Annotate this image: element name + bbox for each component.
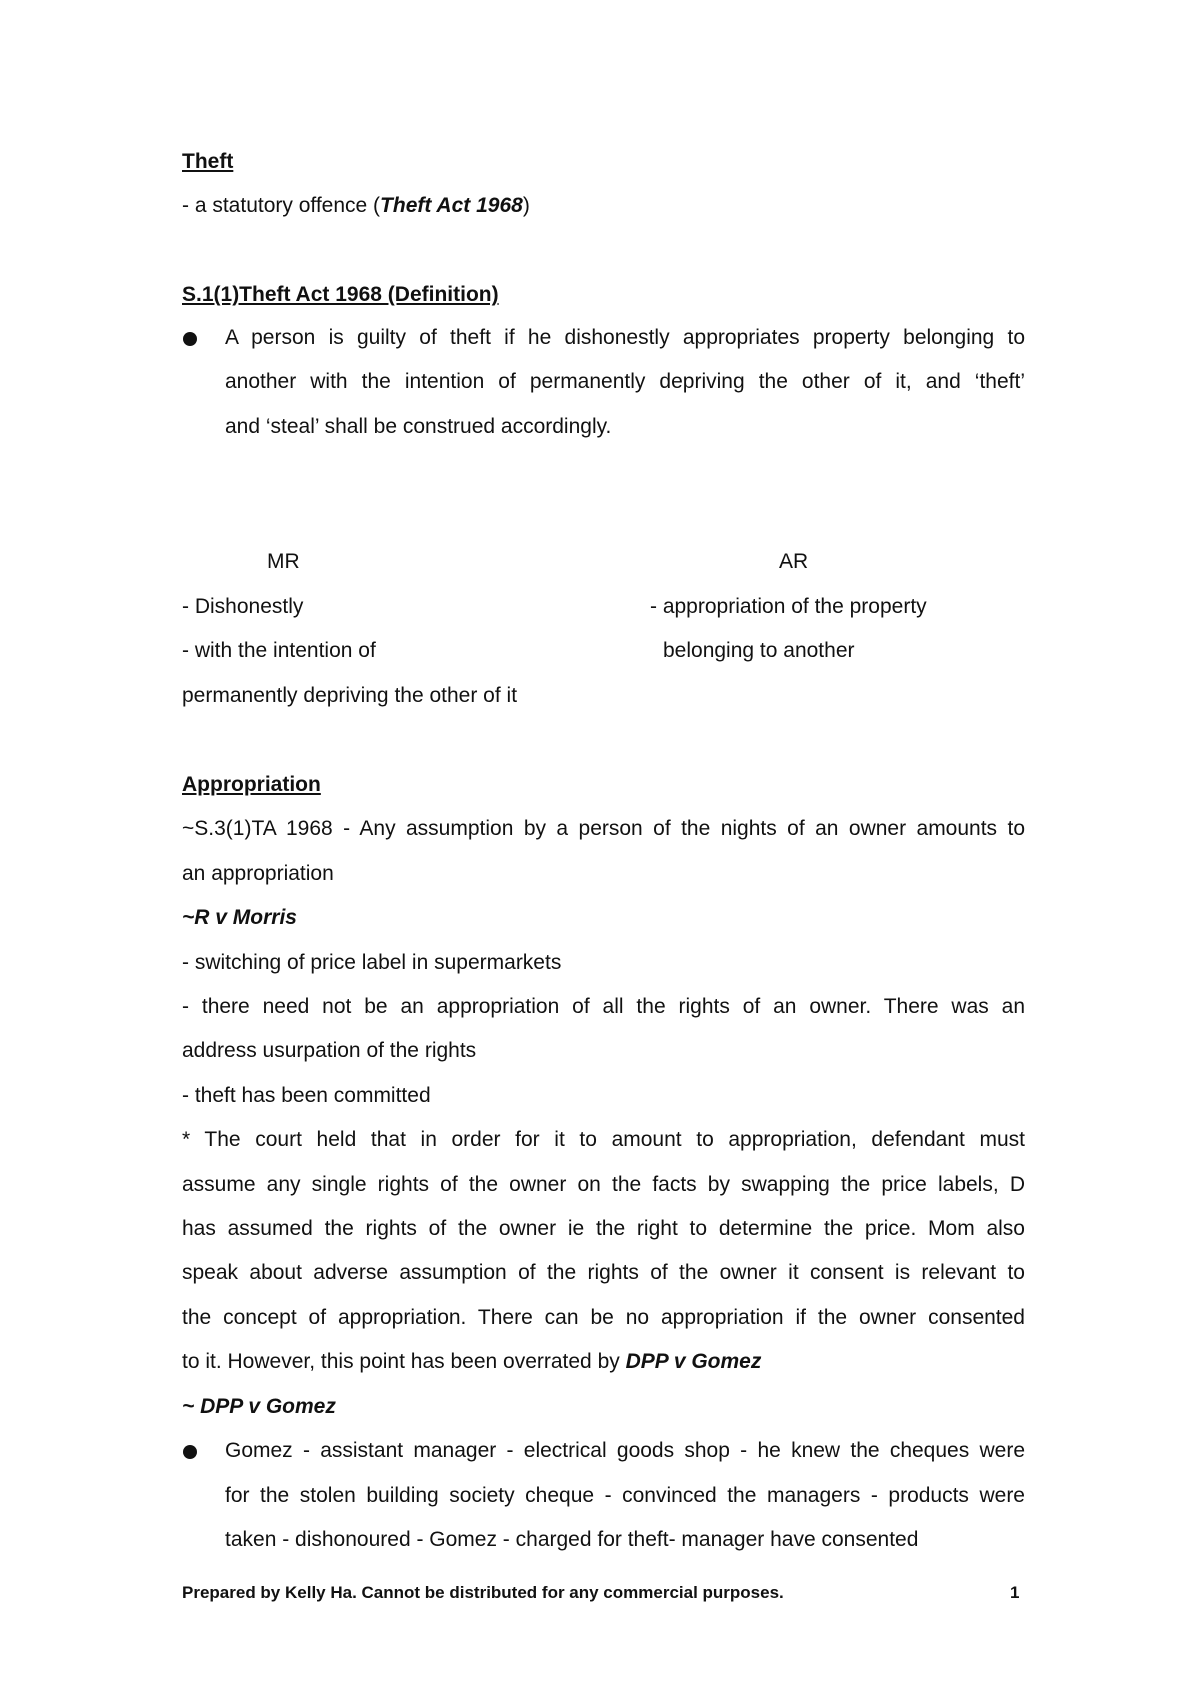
definition-line-2: another with the intention of permanently depriving the other of it, and ‘theft’ [225, 370, 1025, 393]
statutory-offence-line [182, 193, 530, 218]
subtitle-suffix: ) [522, 194, 530, 217]
mr-heading: MR [267, 550, 300, 573]
definition-bullet-icon [183, 332, 197, 346]
ar-appropriation: - appropriation of the property [650, 595, 927, 618]
morris-line-3: address usurpation of the rights [182, 1039, 477, 1062]
page-number: 1 [1010, 1583, 1020, 1602]
page-footer: Prepared by Kelly Ha. Cannot be distributed for any commercial purposes. [182, 1583, 784, 1602]
mr-permanent-deprivation: permanently depriving the other of it [182, 684, 518, 707]
gomez-reference-text: to it. However, this point has been overrated by [182, 1350, 626, 1373]
morris-line-4: - theft has been committed [182, 1084, 431, 1107]
mr-dishonestly: - Dishonestly [182, 595, 304, 618]
definition-line-3: and ‘steal’ shall be construed accordingly. [225, 415, 612, 438]
court-line-1: * The court held that in order for it to amount to appropriation, defendant must [182, 1128, 1025, 1151]
gomez-line-1: Gomez - assistant manager - electrical goods shop - he knew the cheques were [225, 1439, 1025, 1462]
statute-line-1: ~S.3(1)TA 1968 - Any assumption by a person of the nights of an owner amounts to [182, 817, 1025, 840]
gomez-reference-case: DPP v Gomez [625, 1350, 762, 1373]
ar-heading: AR [779, 550, 809, 573]
court-line-3: has assumed the rights of the owner ie the right to determine the price. Mom also [182, 1217, 1025, 1240]
subtitle-prefix: - a statutory offence ( [182, 194, 381, 217]
court-line-4: speak about adverse assumption of the rights of the owner it consent is relevant to [182, 1261, 1025, 1284]
case-r-v-morris: ~R v Morris [182, 906, 297, 929]
definition-heading: S.1(1)Theft Act 1968 (Definition) [182, 283, 499, 306]
court-line-6 [182, 1349, 761, 1374]
ar-belonging: belonging to another [663, 639, 855, 662]
statute-line-2: an appropriation [182, 862, 334, 885]
gomez-line-3: taken - dishonoured - Gomez - charged for theft- manager have consented [225, 1528, 919, 1551]
mr-intention: - with the intention of [182, 639, 376, 662]
definition-line-1: A person is guilty of theft if he dishonestly appropriates property belonging to [225, 326, 1025, 349]
appropriation-heading: Appropriation [182, 773, 321, 796]
subtitle-statute: Theft Act 1968 [380, 194, 523, 217]
case-dpp-v-gomez: ~ DPP v Gomez [182, 1395, 336, 1418]
morris-line-2: - there need not be an appropriation of all the rights of an owner. There was an [182, 995, 1025, 1018]
gomez-line-2: for the stolen building society cheque - convinced the managers - products were [225, 1484, 1025, 1507]
court-line-2: assume any single rights of the owner on the facts by swapping the price labels, D [182, 1173, 1025, 1196]
court-line-5: the concept of appropriation. There can be no appropriation if the owner consented [182, 1306, 1025, 1329]
morris-line-1: - switching of price label in supermarkets [182, 951, 562, 974]
gomez-bullet-icon [183, 1445, 197, 1459]
page-title: Theft [182, 150, 234, 173]
